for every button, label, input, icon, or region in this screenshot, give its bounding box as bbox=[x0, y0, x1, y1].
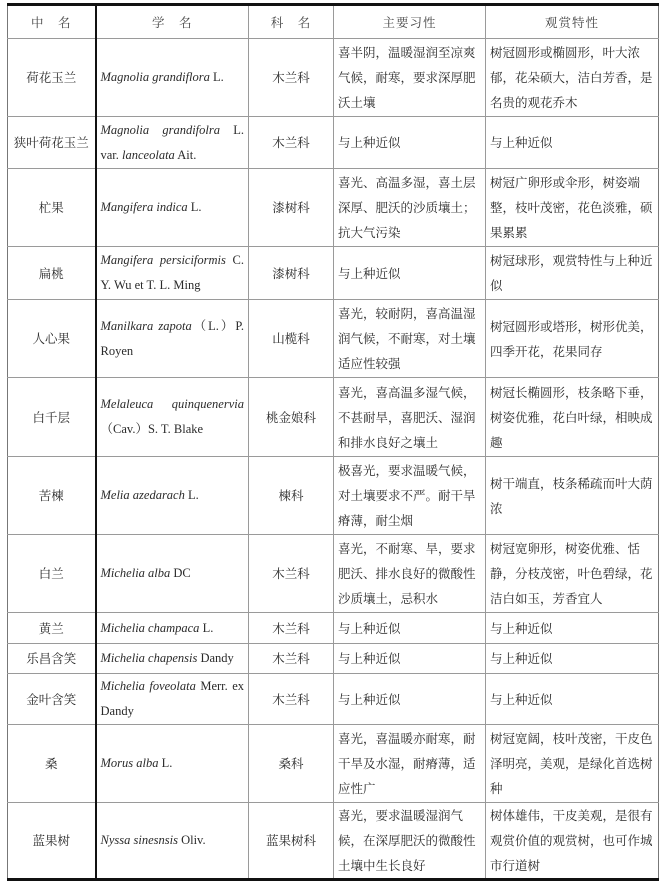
scientific-name-italic: Melaleuca quinquenervia bbox=[100, 397, 244, 411]
cell-chinese-name: 人心果 bbox=[8, 300, 96, 378]
cell-main-habits: 与上种近似 bbox=[334, 674, 486, 725]
table-row bbox=[8, 674, 659, 725]
scientific-name-author: （Cav.）S. T. Blake bbox=[100, 422, 204, 436]
scientific-name-italic: Mangifera indica bbox=[100, 200, 188, 214]
cell-ornamental-features: 与上种近似 bbox=[486, 674, 659, 725]
scientific-name-author: Merr. ex Dandy bbox=[100, 679, 244, 718]
cell-chinese-name: 金叶含笑 bbox=[8, 674, 96, 725]
cell-ornamental-features: 树冠长椭圆形，枝条略下垂，树姿优雅，花白叶绿，相映成趣 bbox=[486, 378, 659, 457]
scientific-name-author: Oliv. bbox=[177, 833, 206, 847]
scientific-name-italic: Michelia chapensis bbox=[100, 651, 198, 665]
cell-scientific-name bbox=[96, 644, 249, 674]
scientific-name-author: C. Y. Wu et T. L. Ming bbox=[100, 253, 244, 292]
cell-ornamental-features: 树冠圆形或椭圆形，叶大浓郁，花朵硕大，洁白芳香，是名贵的观花乔木 bbox=[486, 39, 659, 117]
cell-family: 漆树科 bbox=[249, 247, 334, 300]
cell-ornamental-features: 树冠广卵形或伞形，树姿端整，枝叶茂密，花色淡雅，硕果累累 bbox=[486, 169, 659, 247]
cell-ornamental-features: 与上种近似 bbox=[486, 613, 659, 644]
cell-chinese-name: 乐昌含笑 bbox=[8, 644, 96, 674]
header-family: 科 名 bbox=[249, 5, 334, 39]
cell-main-habits: 喜光，不耐寒、旱，要求肥沃、排水良好的微酸性沙质壤土，忌积水 bbox=[334, 535, 486, 613]
cell-family: 楝科 bbox=[249, 457, 334, 535]
cell-family: 木兰科 bbox=[249, 674, 334, 725]
table-body bbox=[8, 39, 659, 880]
cell-family: 木兰科 bbox=[249, 117, 334, 169]
header-main-habits: 主要习性 bbox=[334, 5, 486, 39]
table-row bbox=[8, 300, 659, 378]
cell-scientific-name bbox=[96, 613, 249, 644]
table-row bbox=[8, 247, 659, 300]
cell-scientific-name bbox=[96, 39, 249, 117]
table-row bbox=[8, 644, 659, 674]
cell-main-habits: 与上种近似 bbox=[334, 117, 486, 169]
table-header-row bbox=[8, 5, 659, 39]
cell-main-habits: 喜光，较耐阴，喜高温湿润气候，不耐寒，对土壤适应性较强 bbox=[334, 300, 486, 378]
cell-main-habits: 喜光，要求温暖湿润气候，在深厚肥沃的微酸性土壤中生长良好 bbox=[334, 803, 486, 880]
cell-main-habits: 喜光，喜高温多湿气候，不甚耐旱，喜肥沃、湿润和排水良好之壤土 bbox=[334, 378, 486, 457]
scientific-name-author: DC bbox=[170, 566, 191, 580]
scientific-name-author: L. bbox=[158, 756, 173, 770]
cell-chinese-name: 扁桃 bbox=[8, 247, 96, 300]
cell-main-habits: 喜半阴，温暖湿润至凉爽气候，耐寒，要求深厚肥沃土壤 bbox=[334, 39, 486, 117]
header-ornamental-features: 观赏特性 bbox=[486, 5, 659, 39]
scientific-name-author: （L.）P. Royen bbox=[100, 318, 245, 358]
cell-ornamental-features: 树冠球形，观赏特性与上种近似 bbox=[486, 247, 659, 300]
cell-ornamental-features: 与上种近似 bbox=[486, 644, 659, 674]
cell-main-habits: 与上种近似 bbox=[334, 613, 486, 644]
cell-ornamental-features: 树冠宽阔，枝叶茂密，干皮色泽明亮，美观，是绿化首选树种 bbox=[486, 725, 659, 803]
cell-chinese-name: 白千层 bbox=[8, 378, 96, 457]
table-row bbox=[8, 39, 659, 117]
table-row bbox=[8, 535, 659, 613]
table-row bbox=[8, 169, 659, 247]
cell-main-habits: 与上种近似 bbox=[334, 247, 486, 300]
scientific-name-italic: Morus alba bbox=[100, 756, 159, 770]
cell-ornamental-features: 树体雄伟，干皮美观，是很有观赏价值的观赏树，也可作城市行道树 bbox=[486, 803, 659, 880]
table-row bbox=[8, 457, 659, 535]
scientific-name-italic: Nyssa sinesnsis bbox=[100, 833, 178, 847]
header-scientific-name: 学 名 bbox=[96, 5, 249, 39]
cell-chinese-name: 荷花玉兰 bbox=[8, 39, 96, 117]
scientific-name-variety: lanceolata bbox=[122, 147, 175, 162]
scientific-name-author: L. bbox=[184, 488, 199, 502]
scientific-name-italic: Magnolia grandiflora bbox=[100, 70, 210, 84]
scientific-name-author: L. bbox=[199, 620, 214, 635]
cell-chinese-name: 苦楝 bbox=[8, 457, 96, 535]
cell-scientific-name bbox=[96, 457, 249, 535]
cell-chinese-name: 白兰 bbox=[8, 535, 96, 613]
cell-scientific-name bbox=[96, 169, 249, 247]
scientific-name-italic: Magnolia grandifolra bbox=[100, 122, 220, 137]
cell-chinese-name: 黄兰 bbox=[8, 613, 96, 644]
cell-family: 漆树科 bbox=[249, 169, 334, 247]
cell-scientific-name bbox=[96, 674, 249, 725]
cell-ornamental-features: 树干端直，枝条稀疏而叶大荫浓 bbox=[486, 457, 659, 535]
cell-ornamental-features: 树冠圆形或塔形，树形优美，四季开花，花果同存 bbox=[486, 300, 659, 378]
cell-scientific-name bbox=[96, 725, 249, 803]
scientific-name-author: L. bbox=[187, 200, 202, 214]
table-row bbox=[8, 613, 659, 644]
cell-family: 蓝果树科 bbox=[249, 803, 334, 880]
cell-scientific-name bbox=[96, 535, 249, 613]
cell-chinese-name: 蓝果树 bbox=[8, 803, 96, 880]
scientific-name-variety-author: Ait. bbox=[174, 147, 197, 162]
cell-scientific-name bbox=[96, 247, 249, 300]
cell-main-habits: 喜光，喜温暖亦耐寒，耐干旱及水湿，耐瘠薄，适应性广 bbox=[334, 725, 486, 803]
cell-main-habits: 喜光、高温多湿，喜土层深厚、肥沃的沙质壤土；抗大气污染 bbox=[334, 169, 486, 247]
cell-family: 木兰科 bbox=[249, 535, 334, 613]
cell-family: 木兰科 bbox=[249, 644, 334, 674]
plant-characteristics-table bbox=[7, 3, 659, 881]
scientific-name-italic: Mangifera persiciformis bbox=[100, 253, 226, 267]
table-row bbox=[8, 378, 659, 457]
cell-main-habits: 极喜光，要求温暖气候，对土壤要求不严。耐干旱瘠薄，耐尘烟 bbox=[334, 457, 486, 535]
cell-scientific-name bbox=[96, 117, 249, 169]
table-row bbox=[8, 803, 659, 880]
scientific-name-author: L. bbox=[209, 70, 224, 84]
table-row bbox=[8, 725, 659, 803]
scientific-name-author: L. var. bbox=[100, 122, 244, 162]
cell-family: 桃金娘科 bbox=[249, 378, 334, 457]
cell-family: 山榄科 bbox=[249, 300, 334, 378]
cell-ornamental-features: 与上种近似 bbox=[486, 117, 659, 169]
cell-family: 木兰科 bbox=[249, 39, 334, 117]
cell-scientific-name bbox=[96, 803, 249, 880]
cell-chinese-name: 杧果 bbox=[8, 169, 96, 247]
cell-chinese-name: 桑 bbox=[8, 725, 96, 803]
scientific-name-italic: Michelia alba bbox=[100, 566, 171, 580]
scientific-name-italic: Manilkara zapota bbox=[100, 318, 192, 333]
cell-main-habits: 与上种近似 bbox=[334, 644, 486, 674]
cell-family: 木兰科 bbox=[249, 613, 334, 644]
scientific-name-italic: Melia azedarach bbox=[100, 488, 185, 502]
scientific-name-italic: Michelia champaca bbox=[100, 620, 200, 635]
cell-family: 桑科 bbox=[249, 725, 334, 803]
cell-chinese-name: 狭叶荷花玉兰 bbox=[8, 117, 96, 169]
table-row bbox=[8, 117, 659, 169]
cell-scientific-name bbox=[96, 300, 249, 378]
scientific-name-author: Dandy bbox=[197, 651, 234, 665]
cell-scientific-name bbox=[96, 378, 249, 457]
scientific-name-italic: Michelia foveolata bbox=[100, 679, 196, 693]
header-chinese-name: 中 名 bbox=[8, 5, 96, 39]
cell-ornamental-features: 树冠宽卵形，树姿优雅、恬静，分枝茂密，叶色碧绿，花洁白如玉，芳香宜人 bbox=[486, 535, 659, 613]
